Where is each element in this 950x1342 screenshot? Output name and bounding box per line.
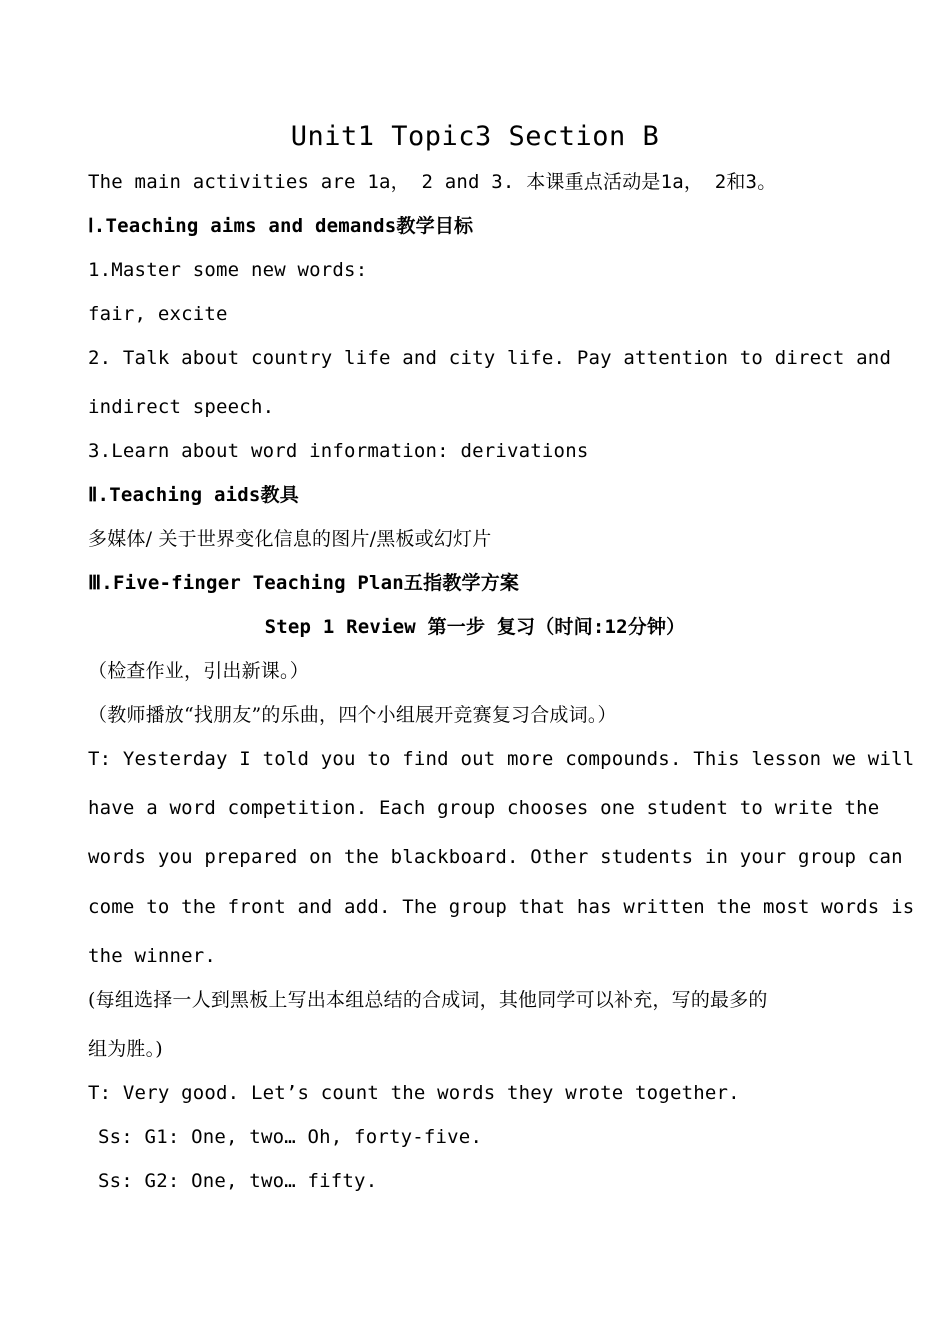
note-1: （检查作业，引出新课。） — [88, 660, 309, 682]
note-2: （教师播放“找朋友”的乐曲，四个小组展开竞赛复习合成词。） — [88, 704, 617, 726]
document-title: Unit1 Topic3 Section B — [290, 121, 660, 152]
intro-text: The main activities are 1a， 2 and 3. 本课重点活动是1a， 2和3。 — [88, 171, 777, 193]
section3-heading: Ⅲ.Five-finger Teaching Plan五指教学方案 — [88, 572, 520, 594]
teacher-line-5: the winner. — [88, 945, 217, 967]
teacher-line-1: T: Yesterday I told you to find out more compounds. This lesson we will — [88, 748, 915, 770]
teacher-line-4: come to the front and add. The group that has written the most words is — [88, 896, 915, 918]
students-line-2: Ss: G2: One, two… fifty. — [98, 1170, 378, 1192]
aim-item-1-words: fair, excite — [88, 303, 228, 325]
teacher-line-6: T: Very good. Let’s count the words they wrote together. — [88, 1082, 740, 1104]
aim-item-2-line-2: indirect speech. — [88, 396, 275, 418]
aim-item-1: 1.Master some new words: — [88, 259, 368, 281]
students-line-1: Ss: G1: One, two… Oh, forty-five. — [98, 1126, 483, 1148]
aim-item-3: 3.Learn about word information: derivations — [88, 440, 589, 462]
step1-heading: Step 1 Review 第一步 复习（时间:12分钟） — [264, 616, 686, 638]
teaching-aids-text: 多媒体/ 关于世界变化信息的图片/黑板或幻灯片 — [88, 528, 492, 550]
chinese-note-line-1: (每组选择一人到黑板上写出本组总结的合成词，其他同学可以补充，写的最多的 — [88, 989, 768, 1011]
section2-heading: Ⅱ.Teaching aids教具 — [88, 484, 299, 506]
chinese-note-line-2: 组为胜。) — [88, 1038, 163, 1060]
aim-item-2-line-1: 2. Talk about country life and city life. Pay attention to direct and — [88, 347, 892, 369]
section1-heading: Ⅰ.Teaching aims and demands教学目标 — [88, 215, 474, 237]
teacher-line-2: have a word competition. Each group chooses one student to write the — [88, 797, 880, 819]
teacher-line-3: words you prepared on the blackboard. Other students in your group can — [88, 846, 903, 868]
